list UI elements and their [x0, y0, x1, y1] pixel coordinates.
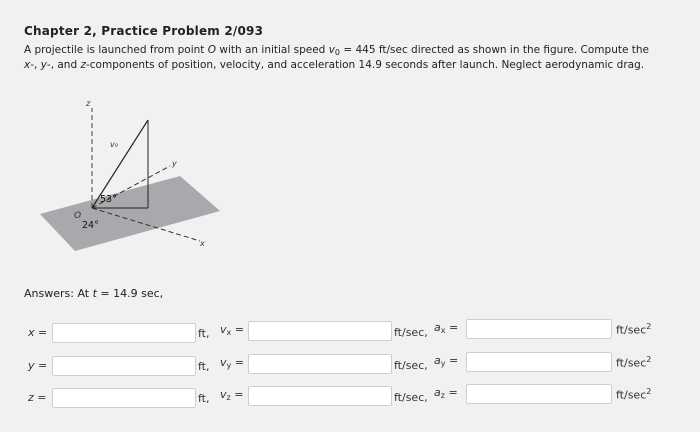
vx-unit: ft/sec,: [394, 326, 428, 339]
vy-unit: ft/sec,: [394, 359, 428, 372]
vy-label: $v_y$ =: [220, 356, 244, 370]
answer-row-z: [0, 386, 700, 410]
az-label: $a_z$ =: [434, 386, 458, 400]
origin-label: O: [74, 211, 82, 221]
y-axis-label: y: [172, 159, 177, 168]
az-unit: $ft/\sec^2$: [616, 387, 652, 402]
elevation-angle-label: 53°: [100, 194, 117, 205]
y-position-label: y =: [28, 359, 48, 372]
problem-statement: A projectile is launched from point O with an initial speed $v_0 = 445$ ft/sec directed as shown in the figure. Compute the x-, y-, and z-components of position, velocity, and acceleration 14.9 seconds after launch. Neglect aerodynamic drag.: [24, 44, 649, 71]
vz-unit: ft/sec,: [394, 391, 428, 404]
ay-input[interactable]: [466, 352, 612, 372]
x-axis-label: x: [200, 239, 205, 248]
answers-heading: Answers: At t = 14.9 sec,: [24, 287, 164, 300]
vz-input[interactable]: [248, 386, 392, 406]
ax-unit: $ft/\sec^2$: [616, 322, 652, 337]
z-position-label: z =: [28, 391, 47, 404]
answer-row-y: [0, 354, 700, 378]
x-position-input[interactable]: [52, 323, 196, 343]
vy-input[interactable]: [248, 354, 392, 374]
z-position-unit: ft,: [198, 392, 210, 405]
x-position-unit: ft,: [198, 327, 210, 340]
z-position-input[interactable]: [52, 388, 196, 408]
z-axis-label: z: [86, 99, 91, 108]
ay-label: $a_y$ =: [434, 354, 459, 368]
v0-label: v₀: [110, 140, 118, 149]
launch-diagram: [30, 96, 260, 266]
y-position-unit: ft,: [198, 360, 210, 373]
azimuth-angle-label: 24°: [82, 220, 99, 231]
y-position-input[interactable]: [52, 356, 196, 376]
x-position-label: x =: [28, 326, 48, 339]
ax-label: $a_x$ =: [434, 321, 459, 335]
problem-title: Chapter 2, Practice Problem 2/093: [24, 24, 264, 38]
vx-input[interactable]: [248, 321, 392, 341]
ay-unit: $ft/\sec^2$: [616, 355, 652, 370]
vx-label: $v_x$ =: [220, 323, 244, 337]
ax-input[interactable]: [466, 319, 612, 339]
answer-row-x: [0, 321, 700, 345]
az-input[interactable]: [466, 384, 612, 404]
vz-label: $v_z$ =: [220, 388, 244, 402]
